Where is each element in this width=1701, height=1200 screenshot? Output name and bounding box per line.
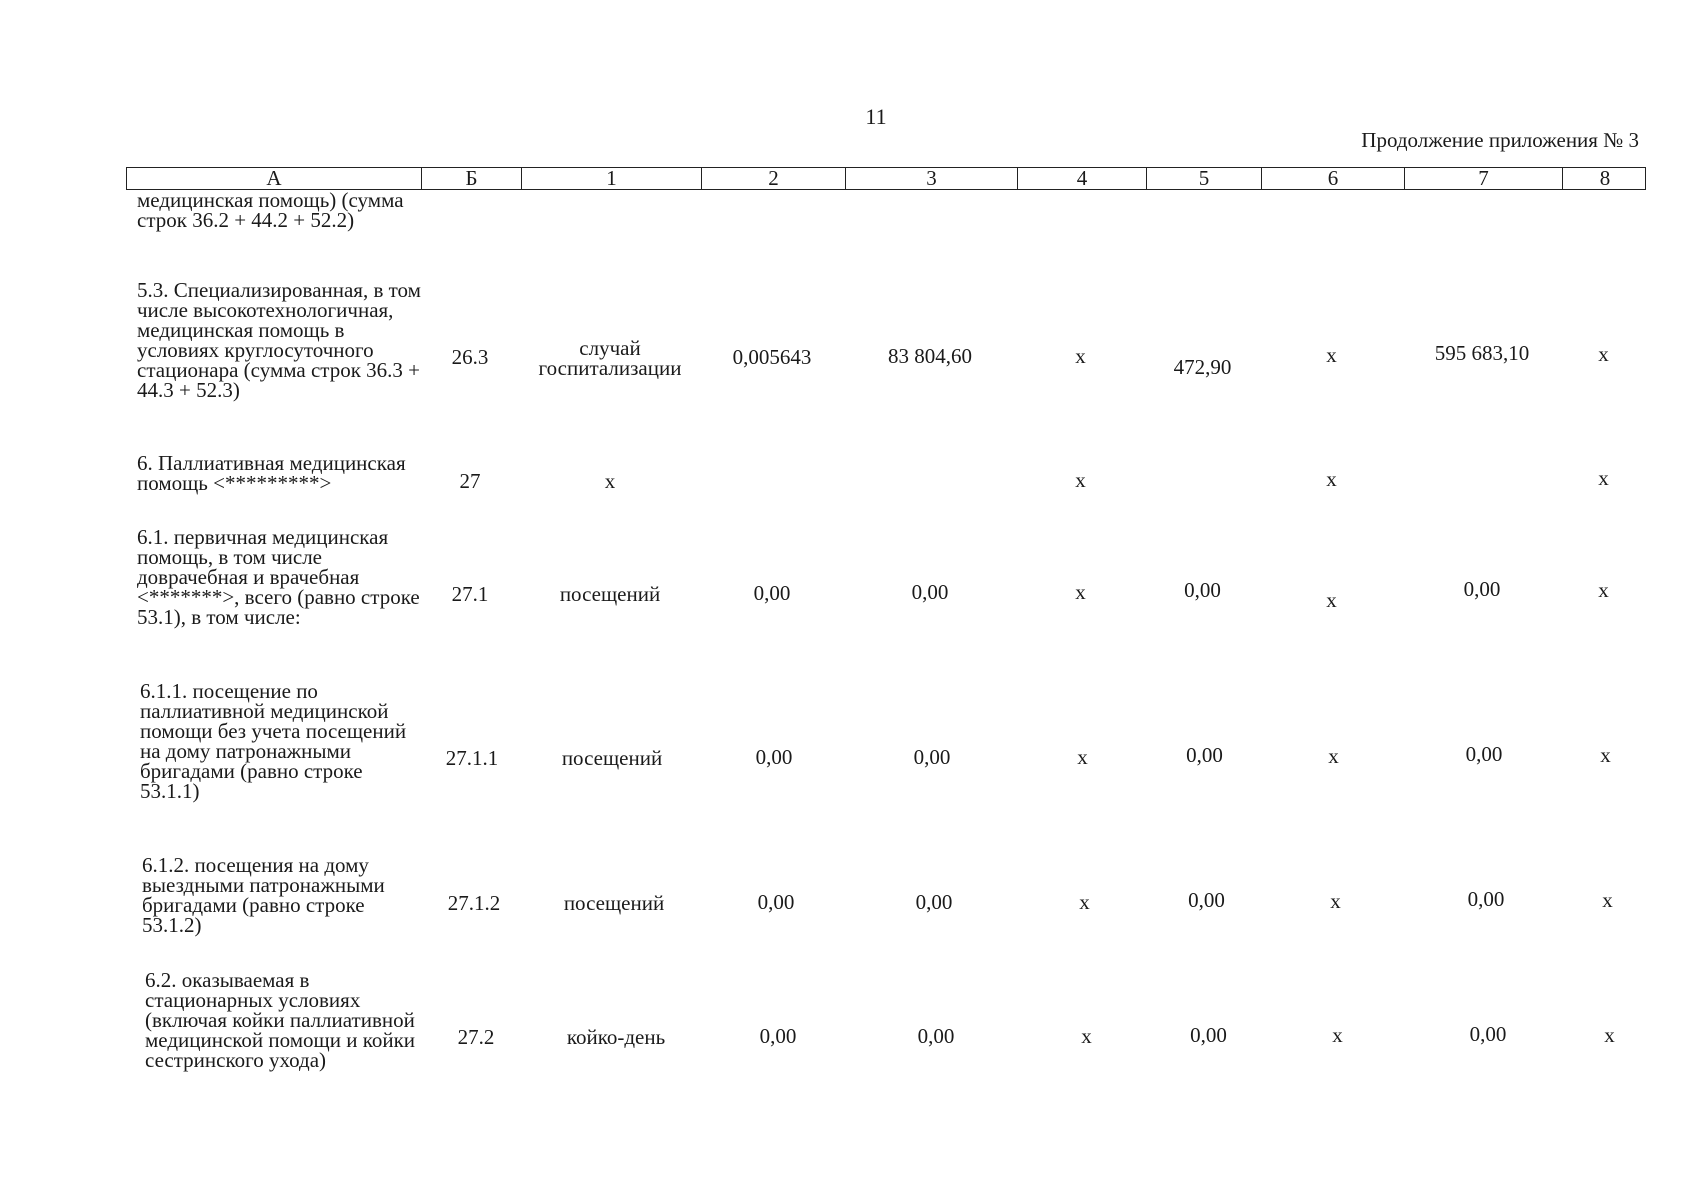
row-code: 26.3 [451, 345, 489, 369]
row-col5: 0,00 [1186, 743, 1223, 767]
row-code: 27.2 [457, 1025, 495, 1049]
row-col6: x [1326, 343, 1337, 367]
row-name: 6.2. оказываемая в стационарных условиях (включая койки паллиативной медицинской помощи и койки сестринского ухода) [145, 968, 416, 1072]
row-col8: x [1598, 342, 1609, 366]
row-col3: 0,00 [917, 1024, 955, 1048]
row-col2: 0,00 [757, 890, 795, 914]
continuation-note: Продолжение приложения № 3 [1361, 128, 1639, 152]
row-name: медицинская помощь) (сумма строк 36.2 + 44.2 + 52.2) [137, 188, 404, 232]
row-unit: посещений [559, 582, 661, 606]
row-col6: x [1326, 588, 1337, 612]
row-col7: 0,00 [1463, 577, 1501, 601]
row-col3: 0,00 [911, 580, 949, 604]
row-col2: 0,00 [753, 581, 791, 605]
row-col6: x [1328, 744, 1339, 768]
header-col-a: А [266, 166, 282, 190]
row-code: 27 [459, 469, 481, 493]
row-col6: x [1330, 889, 1341, 913]
header-col-1: 1 [521, 168, 701, 189]
row-col8: x [1604, 1023, 1615, 1047]
row-col3: 83 804,60 [888, 344, 972, 368]
row-col7: 0,00 [1467, 887, 1505, 911]
row-col4: x [1077, 745, 1088, 769]
header-col-7: 7 [1404, 168, 1562, 189]
row-code: 27.1.1 [445, 746, 499, 770]
row-name: 5.3. Специализированная, в том числе высокотехнологичная, медицинская помощь в условиях круглосуточного стационара (сумма строк 36.3 + 44.3 + 52.3) [137, 278, 421, 402]
row-col5: 0,00 [1188, 888, 1225, 912]
header-col-8: 8 [1562, 168, 1647, 189]
header-col-4: 4 [1017, 168, 1146, 189]
header-col-b: Б [421, 168, 521, 189]
row-col8: x [1598, 578, 1609, 602]
row-col6: x [1332, 1023, 1343, 1047]
row-unit: койко-день [566, 1025, 666, 1049]
row-code: 27.1.2 [447, 891, 501, 915]
table-header [126, 167, 1646, 190]
row-col2: 0,00 [759, 1024, 797, 1048]
row-unit: посещений [563, 891, 665, 915]
row-col7: 0,00 [1465, 742, 1503, 766]
row-col8: x [1600, 743, 1611, 767]
row-name: 6.1.2. посещения на дому выездными патронажными бригадами (равно строке 53.1.2) [142, 853, 385, 937]
row-col3: 0,00 [915, 890, 953, 914]
row-col4: x [1075, 344, 1086, 368]
row-unit: случай госпитализации [538, 336, 682, 380]
header-col-3: 3 [845, 168, 1017, 189]
row-col2: 0,00 [755, 745, 793, 769]
row-unit: посещений [561, 746, 663, 770]
row-code: 27.1 [451, 582, 489, 606]
row-col8: x [1598, 466, 1609, 490]
header-col-6: 6 [1261, 168, 1404, 189]
row-col3: 0,00 [913, 745, 951, 769]
row-col7: 595 683,10 [1434, 341, 1530, 365]
row-col7: 0,00 [1469, 1022, 1507, 1046]
row-unit: x [604, 469, 616, 493]
row-col4: x [1079, 890, 1090, 914]
row-name: 6.1. первичная медицинская помощь, в том числе доврачебная и врачебная <*******>, всего (равно строке 53.1), в том числе: [137, 525, 420, 629]
header-col-5: 5 [1146, 168, 1261, 189]
row-col4: x [1075, 580, 1086, 604]
row-col5: 472,90 [1173, 355, 1232, 379]
row-col4: x [1081, 1024, 1092, 1048]
row-col6: x [1326, 467, 1337, 491]
page-number: 11 [865, 104, 887, 129]
row-name: 6.1.1. посещение по паллиативной медицинской помощи без учета посещений на дому патронажными бригадами (равно строке 53.1.1) [140, 679, 407, 803]
header-col-2: 2 [701, 168, 845, 189]
row-name: 6. Паллиативная медицинская помощь <*********> [137, 451, 406, 495]
row-col5: 0,00 [1184, 578, 1221, 602]
row-col2: 0,005643 [732, 345, 812, 369]
row-col5: 0,00 [1190, 1023, 1227, 1047]
row-col4: x [1075, 468, 1086, 492]
row-col8: x [1602, 888, 1613, 912]
